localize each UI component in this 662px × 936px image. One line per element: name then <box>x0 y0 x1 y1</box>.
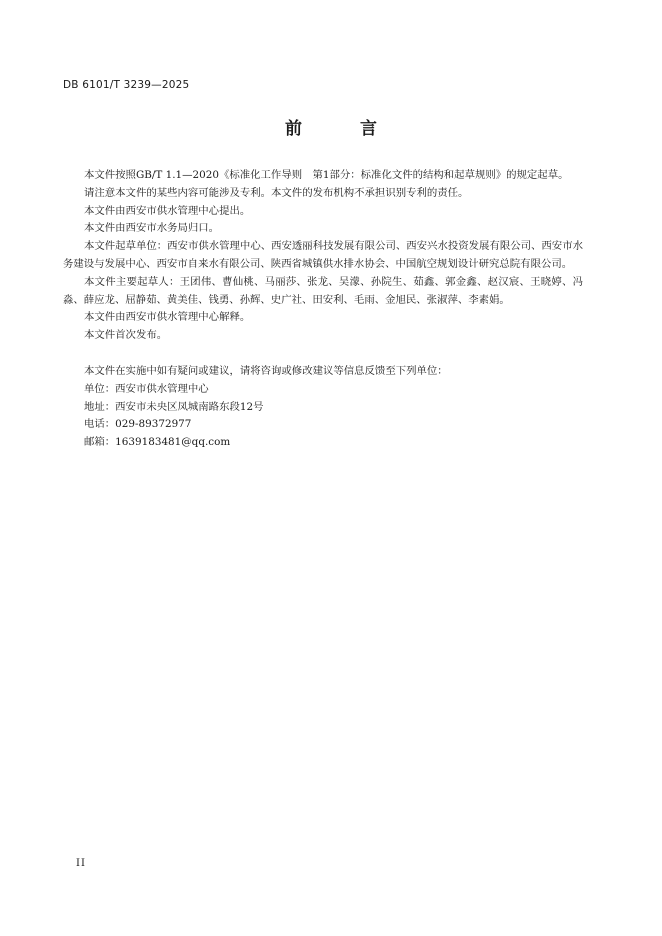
paragraph-patent-notice: 请注意本文件的某些内容可能涉及专利。本文件的发布机构不承担识别专利的责任。 <box>84 186 469 199</box>
page-number: II <box>76 858 86 869</box>
paragraph-centralized-by: 本文件由西安市水务局归口。 <box>84 222 220 235</box>
paragraph-drafters: 本文件主要起草人：王团伟、曹仙桃、马丽莎、张龙、吴濛、孙院生、茹鑫、郭金鑫、赵汉宸、王晓婷、冯淼、薛应龙、屈静茹、黄美佳、钱勇、孙辉、史广社、田安利、毛雨、金旭民、张淑萍、李素娟。 <box>63 275 583 306</box>
standard-code: DB 6101/T 3239—2025 <box>63 79 190 91</box>
page-title: 前 言 <box>285 119 403 139</box>
paragraph-proposer: 本文件由西安市供水管理中心提出。 <box>84 204 251 217</box>
paragraph-drafting-units: 本文件起草单位：西安市供水管理中心、西安透丽科技发展有限公司、西安兴水投资发展有限公司、西安市水务建设与发展中心、西安市自来水有限公司、陕西省城镇供水排水协会、中国航空规划设计研究总院有限公司。 <box>63 240 583 270</box>
feedback-address: 地址：西安市未央区凤城南路东段12号 <box>84 400 264 413</box>
feedback-intro: 本文件在实施中如有疑问或建议，请将咨询或修改建议等信息反馈至下列单位： <box>84 364 448 377</box>
paragraph-drafting-basis: 本文件按照GB/T 1.1—2020《标准化工作导则 第1部分：标准化文件的结构和起草规则》的规定起草。 <box>84 169 569 181</box>
paragraph-first-release: 本文件首次发布。 <box>84 329 168 342</box>
paragraph-interpretation: 本文件由西安市供水管理中心解释。 <box>84 311 251 324</box>
foreword-body <box>63 167 583 452</box>
feedback-email: 邮箱：1639183481@qq.com <box>84 436 231 449</box>
feedback-phone: 电话：029-89372977 <box>84 418 192 431</box>
spacer <box>63 345 583 363</box>
feedback-unit: 单位：西安市供水管理中心 <box>84 382 209 395</box>
